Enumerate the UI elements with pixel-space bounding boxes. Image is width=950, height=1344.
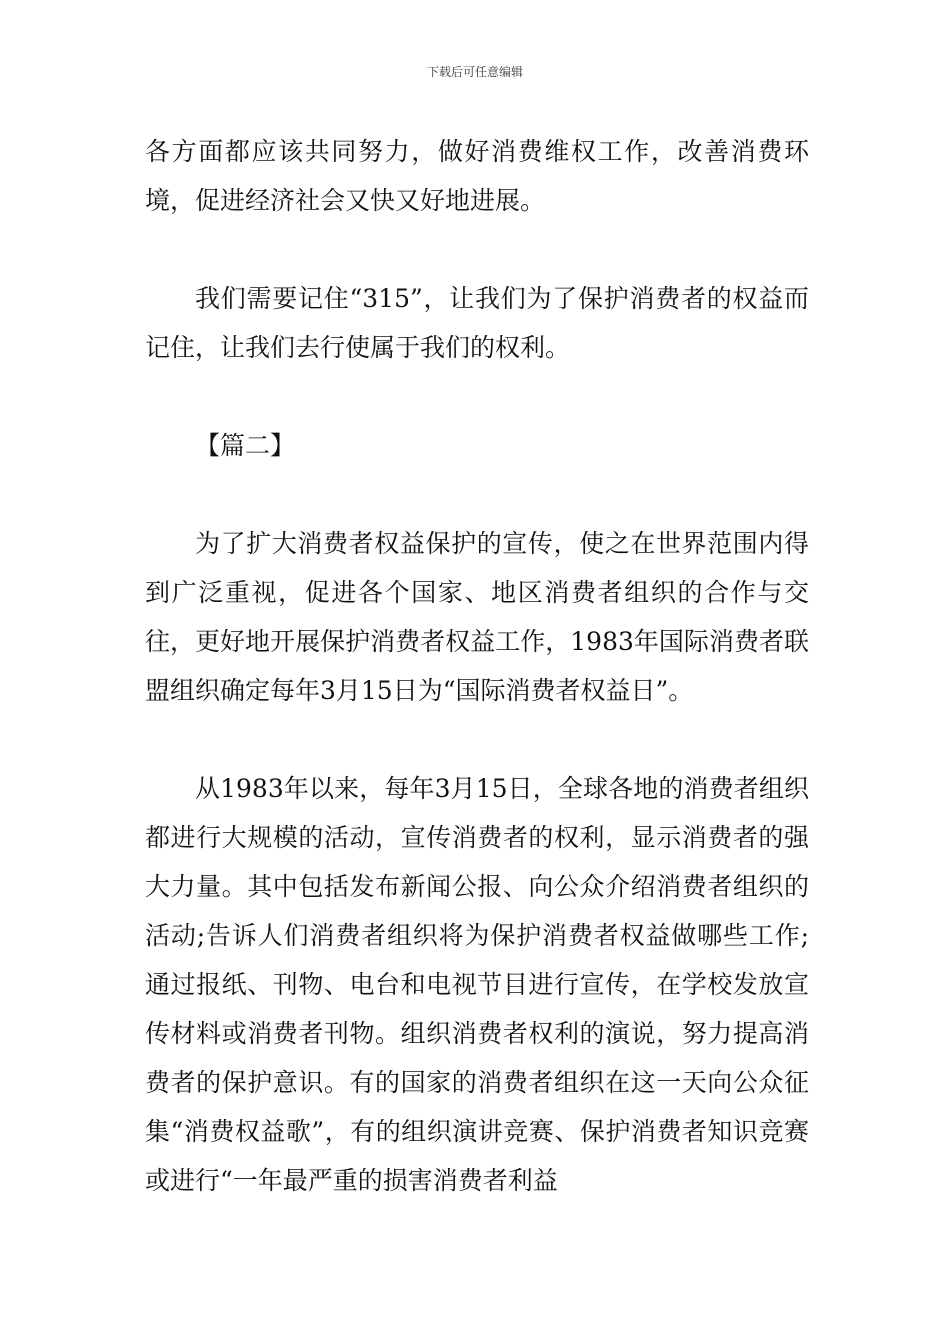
- paragraph-gap: [145, 470, 809, 519]
- page-header-note: 下载后可任意编辑: [426, 65, 523, 79]
- paragraph-gap: [145, 715, 809, 764]
- paragraph-4: 从1983年以来，每年3月15日，全球各地的消费者组织都进行大规模的活动，宣传消费者的权利，显示消费者的强大力量。其中包括发布新闻公报、向公众介绍消费者组织的活动;告诉人们消费者组织将为保护消费者权益做哪些工作;通过报纸、刊物、电台和电视节目进行宣传，在学校发放宣传材料或消费者刊物。组织消费者权利的演说，努力提高消费者的保护意识。有的国家的消费者组织在这一天向公众征集“消费权益歌”，有的组织演讲竞赛、保护消费者知识竞赛或进行“一年最严重的损害消费者利益: [145, 774, 809, 1195]
- paragraph-gap: [145, 225, 809, 274]
- document-body: [145, 127, 809, 1205]
- paragraph-3: 为了扩大消费者权益保护的宣传，使之在世界范围内得到广泛重视，促进各个国家、地区消费者组织的合作与交往，更好地开展保护消费者权益工作，1983年国际消费者联盟组织确定每年3月15日为“国际消费者权益日”。: [145, 529, 809, 705]
- paragraph-2: 我们需要记住“315”，让我们为了保护消费者的权益而记住，让我们去行使属于我们的权利。: [145, 284, 809, 362]
- paragraph-gap: [145, 372, 809, 421]
- paragraph-1: 各方面都应该共同努力，做好消费维权工作，改善消费环境，促进经济社会又快又好地进展。: [145, 137, 809, 215]
- section-heading: 【篇二】: [195, 431, 296, 460]
